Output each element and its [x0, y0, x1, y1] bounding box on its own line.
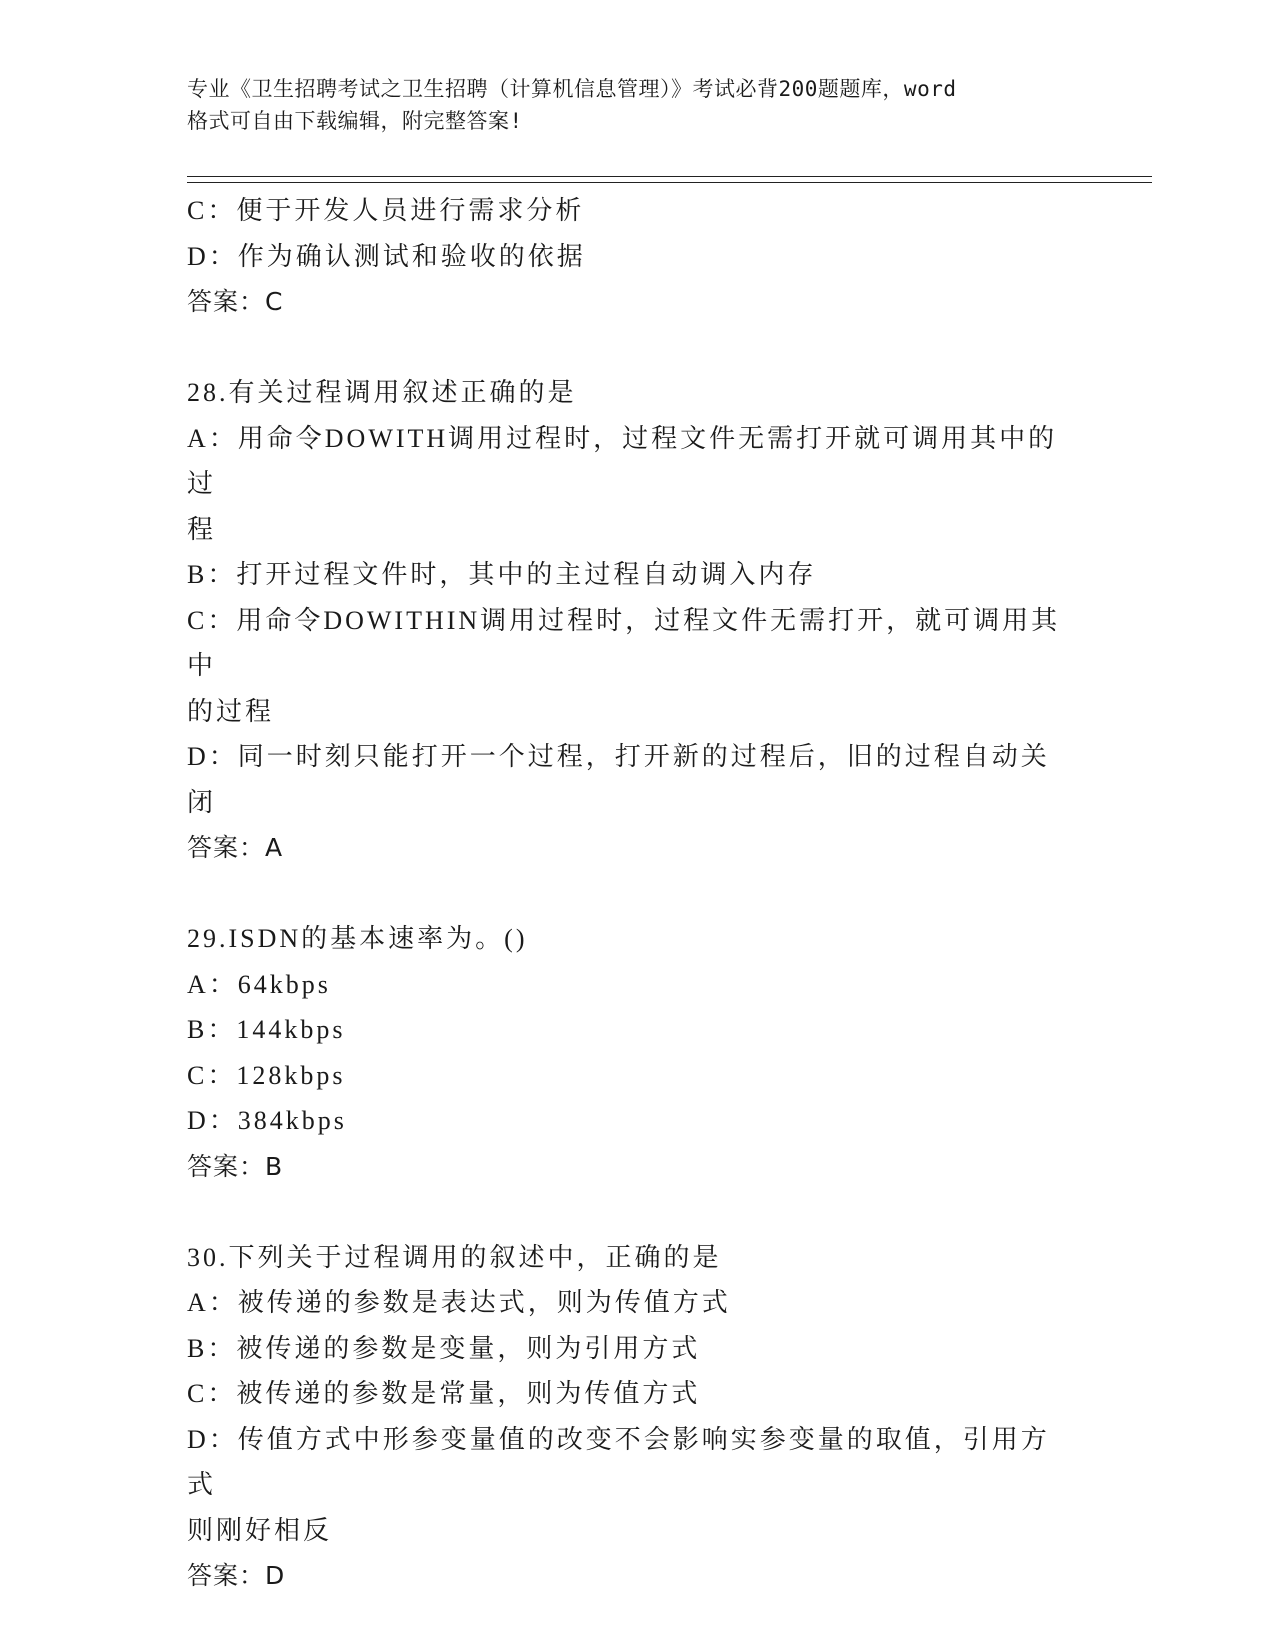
answer: 答案：A — [187, 833, 284, 862]
option-c: C：便于开发人员进行需求分析 — [187, 196, 585, 225]
option-c: C：用命令DOWITHIN调用过程时，过程文件无需打开，就可调用其中 — [187, 605, 1061, 680]
spacer — [187, 1189, 1077, 1235]
question-text: 28.有关过程调用叙述正确的是 — [187, 378, 577, 407]
answer: 答案：C — [187, 287, 284, 316]
question-list — [187, 188, 1077, 1599]
option-a: A：64kbps — [187, 969, 331, 999]
option-a-continued: 程 — [187, 514, 217, 544]
question-text: 29.ISDN的基本速率为。() — [187, 924, 528, 953]
option-d: D：作为确认测试和验收的依据 — [187, 241, 586, 271]
spacer — [187, 325, 1077, 371]
header-title-line-2: 格式可自由下载编辑，附完整答案! — [187, 109, 523, 133]
option-b: B：144kbps — [187, 1015, 346, 1044]
header-divider-top — [187, 176, 1152, 177]
option-c: C：128kbps — [187, 1060, 346, 1090]
spacer — [187, 871, 1077, 917]
option-c-continued: 的过程 — [187, 696, 275, 726]
question-text: 30.下列关于过程调用的叙述中，正确的是 — [187, 1242, 722, 1272]
question-27-tail — [187, 188, 1077, 325]
option-b: B：打开过程文件时，其中的主过程自动调入内存 — [187, 560, 817, 589]
option-d: D：384kbps — [187, 1106, 347, 1135]
question-28 — [187, 370, 1077, 871]
option-d-continued: 则刚好相反 — [187, 1515, 333, 1545]
page-header — [187, 73, 1087, 137]
header-title-line-1: 专业《卫生招聘考试之卫生招聘（计算机信息管理）》考试必背200题题库，word — [187, 77, 957, 101]
question-30 — [187, 1235, 1077, 1599]
option-d: D：传值方式中形参变量值的改变不会影响实参变量的取值，引用方式 — [187, 1424, 1050, 1499]
header-divider-bottom — [187, 182, 1152, 183]
option-b: B：被传递的参数是变量，则为引用方式 — [187, 1333, 701, 1363]
option-a: A：被传递的参数是表达式，则为传值方式 — [187, 1288, 731, 1317]
answer: 答案：B — [187, 1151, 284, 1181]
option-c: C：被传递的参数是常量，则为传值方式 — [187, 1379, 701, 1408]
option-d: D：同一时刻只能打开一个过程，打开新的过程后，旧的过程自动关闭 — [187, 742, 1050, 817]
question-29 — [187, 916, 1077, 1189]
option-a: A：用命令DOWITH调用过程时，过程文件无需打开就可调用其中的过 — [187, 423, 1058, 498]
answer: 答案：D — [187, 1561, 286, 1590]
